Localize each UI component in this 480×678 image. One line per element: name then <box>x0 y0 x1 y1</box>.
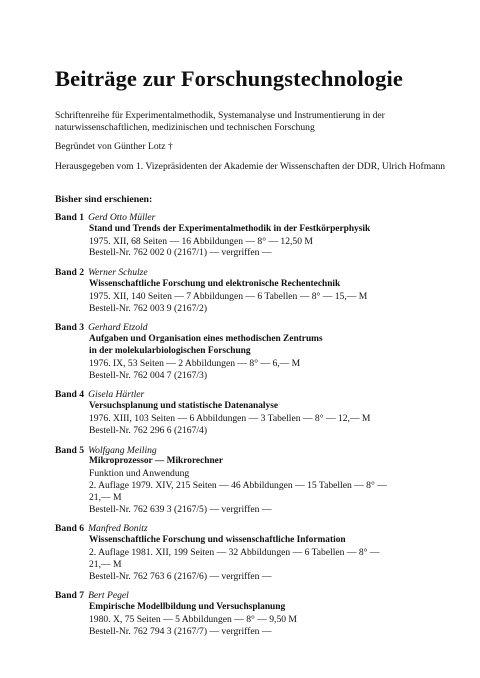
volume-number: Band 1 <box>55 212 85 223</box>
volume-heading <box>55 322 455 334</box>
volume-heading <box>55 267 455 279</box>
volume-detail-line: Bestell-Nr. 762 639 3 (2167/5) — vergriffen — <box>89 503 272 515</box>
volume-details <box>55 279 455 314</box>
published-heading: Bisher sind erschienen: <box>55 194 153 205</box>
volume-author: Gerd Otto Müller <box>88 212 156 223</box>
volume-entry <box>55 523 455 582</box>
volume-title: Stand und Trends der Experimentalmethodik in der Festkörperphysik <box>89 223 371 234</box>
volume-heading <box>55 389 455 401</box>
volume-author: Manfred Bonitz <box>88 523 148 535</box>
volume-author: Gisela Härtler <box>88 389 145 401</box>
volume-title: Mikroprozessor — Mikrorechner <box>89 456 224 467</box>
volume-heading <box>55 445 455 457</box>
volume-number: Band 7 <box>55 590 85 602</box>
volume-title: Wissenschaftliche Forschung und wissenschaftliche Information <box>89 535 346 546</box>
volume-details <box>55 456 455 515</box>
volume-detail-line: 1975. XII, 140 Seiten — 7 Abbildungen — 6 Tabellen — 8° — 15,— M <box>89 290 368 302</box>
volume-author: Gerhard Etzold <box>88 322 148 334</box>
volume-detail-line: 1976. XIII, 103 Seiten — 6 Abbildungen — 3 Tabellen — 8° — 12,— M <box>89 412 371 424</box>
volume-detail-line: 2. Auflage 1981. XII, 199 Seiten — 32 Abbildungen — 6 Tabellen — 8° — <box>89 546 380 558</box>
volume-detail-line: 1980. X, 75 Seiten — 5 Abbildungen — 8° — 9,50 M <box>89 613 297 625</box>
volume-details <box>55 602 455 637</box>
volume-detail-line: 1975. XII, 68 Seiten — 16 Abbildungen — 8° — 12,50 M <box>89 235 313 247</box>
volume-list <box>55 212 455 646</box>
volume-detail-line: 1976. IX, 53 Seiten — 2 Abbildungen — 8° — 6,— M <box>89 357 301 369</box>
volume-entry <box>55 389 455 436</box>
volume-entry <box>55 267 455 314</box>
volume-author: Wolfgang Meiling <box>88 444 157 456</box>
volume-detail-line: Bestell-Nr. 762 763 6 (2167/6) — vergriffen — <box>89 570 272 582</box>
volume-details <box>55 334 455 381</box>
volume-number: Band 2 <box>55 267 85 279</box>
volume-entry <box>55 445 455 516</box>
volume-detail-line: Bestell-Nr. 762 003 9 (2167/2) <box>89 302 208 314</box>
founder-line: Begründet von Günther Lotz † <box>55 141 173 153</box>
editor-line: Herausgegeben vom 1. Vizepräsidenten der Akademie der Wissenschaften der DDR, Ulrich Hofmann <box>55 160 446 172</box>
volume-author: Werner Schulze <box>88 267 148 279</box>
volume-heading <box>55 212 455 224</box>
volume-number: Band 6 <box>55 523 85 535</box>
volume-detail-line: Bestell-Nr. 762 002 0 (2167/1) — vergriffen — <box>89 247 272 259</box>
volume-details <box>55 224 455 259</box>
volume-detail-line: Bestell-Nr. 762 794 3 (2167/7) — vergriffen — <box>89 625 272 637</box>
volume-entry <box>55 590 455 637</box>
series-title: Beiträge zur Forschungstechnologie <box>55 66 403 91</box>
volume-detail-line: Bestell-Nr. 762 004 7 (2167/3) <box>89 369 208 381</box>
volume-detail-line: 21,— M <box>89 558 122 570</box>
volume-number: Band 3 <box>55 322 85 334</box>
volume-entry <box>55 212 455 259</box>
volume-heading <box>55 590 455 602</box>
volume-detail-line: Bestell-Nr. 762 296 6 (2167/4) <box>89 424 208 436</box>
volume-detail-line: Funktion und Anwendung <box>89 468 190 480</box>
volume-number: Band 5 <box>55 444 85 456</box>
series-subtitle: Schriftenreihe für Experimentalmethodik, Systemanalyse und Instrumentierung in der naturwissenschaftlichen, medizinischen und technischen Forschung <box>55 110 385 134</box>
volume-heading <box>55 523 455 535</box>
volume-detail-line: 21,— M <box>89 491 122 503</box>
volume-details <box>55 401 455 436</box>
volume-author: Bert Pegel <box>88 590 129 602</box>
volume-number: Band 4 <box>55 389 85 401</box>
volume-detail-line: 2. Auflage 1979. XIV, 215 Seiten — 46 Abbildungen — 15 Tabellen — 8° — <box>89 479 387 491</box>
volume-title: Empirische Modellbildung und Versuchsplanung <box>89 602 286 613</box>
volume-details <box>55 535 455 582</box>
volume-entry <box>55 322 455 381</box>
volume-title: in der molekularbiologischen Forschung <box>89 345 251 356</box>
series-intro <box>55 110 455 181</box>
volume-title: Versuchsplanung und statistische Datenanalyse <box>89 401 279 412</box>
volume-title: Wissenschaftliche Forschung und elektronische Rechentechnik <box>89 278 341 289</box>
volume-title: Aufgaben und Organisation eines methodischen Zentrums <box>89 334 323 345</box>
